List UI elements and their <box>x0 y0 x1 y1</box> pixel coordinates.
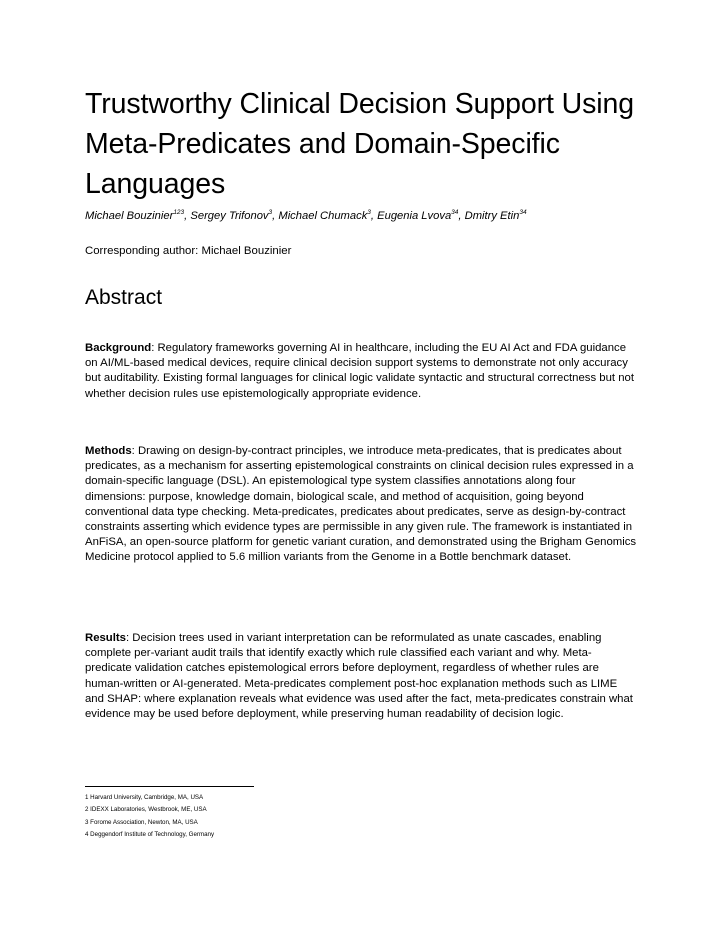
author-affiliation: 3 <box>268 209 273 216</box>
paper-title: Trustworthy Clinical Decision Support Using Meta-Predicates and Domain-Specific Languages <box>85 88 635 200</box>
author-name: Sergey Trifonov <box>190 210 269 222</box>
footnote-item: 2 IDEXX Laboratories, Westbrook, ME, USA <box>85 806 207 814</box>
abstract-results-paragraph <box>85 631 637 722</box>
section-label-results: Results <box>85 632 126 644</box>
footnote-list <box>85 792 214 842</box>
footnote-item: 3 Forome Association, Newton, MA, USA <box>85 818 198 826</box>
author-affiliation: 34 <box>451 209 459 216</box>
author-affiliation: 123 <box>173 209 185 216</box>
abstract-heading: Abstract <box>85 286 163 309</box>
footnote-item: 1 Harvard University, Cambridge, MA, USA <box>85 794 204 801</box>
author-list <box>85 208 685 224</box>
author-name: Michael Bouzinier <box>85 210 174 222</box>
author-name: Michael Chumack <box>278 210 368 222</box>
author-separator: , <box>184 210 191 222</box>
footnote-divider <box>85 786 254 787</box>
footnote-item: 4 Deggendorf Institute of Technology, Germany <box>85 831 215 839</box>
abstract-methods-paragraph <box>85 444 637 566</box>
author-name: Dmitry Etin <box>464 210 520 222</box>
author-separator: , <box>272 210 279 222</box>
corresponding-author: Corresponding author: Michael Bouzinier <box>85 245 292 257</box>
section-text-results: : Decision trees used in variant interpretation can be reformulated as unate cascades, enabling complete per-variant audit trails that identify exactly which rule classified each variant and why. Meta-predicate validation catches epistemological errors before deployment, regardless of whether rules are human-written or AI-generated. Meta-predicates complement post-hoc explanation methods such as LIME and SHAP: where explanation reveals what evidence was used after the fact, meta-predicates constrain what evidence may be used before deployment, while preserving human readability of decision logic. <box>85 632 633 721</box>
author-affiliation: 3 <box>367 209 371 216</box>
author-name: Eugenia Lvova <box>377 210 452 222</box>
abstract-background-paragraph <box>85 341 637 402</box>
author-affiliation: 34 <box>519 209 527 216</box>
section-text-methods: : Drawing on design-by-contract principles, we introduce meta-predicates, that is predicates about predicates, as a mechanism for asserting epistemological constraints on clinical decision rules expressed in a domain-specific language (DSL). An epistemological type system classifies annotations along four dimensions: purpose, knowledge domain, biological scale, and method of acquisition, going beyond conventional data type checking. Meta-predicates, predicates about predicates, serve as design-by-contract constraints asserting which evidence types are permissible in any given rule. The framework is instantiated in AnFiSA, an open-source platform for genetic variant curation, and demonstrated using the Brigham Genomics Medicine protocol applied to 5.6 million variants from the Genome in a Bottle benchmark dataset. <box>85 445 637 564</box>
author-separator: , <box>458 210 465 222</box>
section-text-background: : Regulatory frameworks governing AI in healthcare, including the EU AI Act and FDA guidance on AI/ML-based medical devices, require clinical decision support systems to demonstrate not only accuracy but auditability. Existing formal languages for clinical logic validate syntactic and structural correctness but not whether decision rules use epistemologically appropriate evidence. <box>85 342 634 400</box>
section-label-background: Background <box>85 342 152 354</box>
author-separator: , <box>370 210 378 222</box>
section-label-methods: Methods <box>85 445 132 457</box>
